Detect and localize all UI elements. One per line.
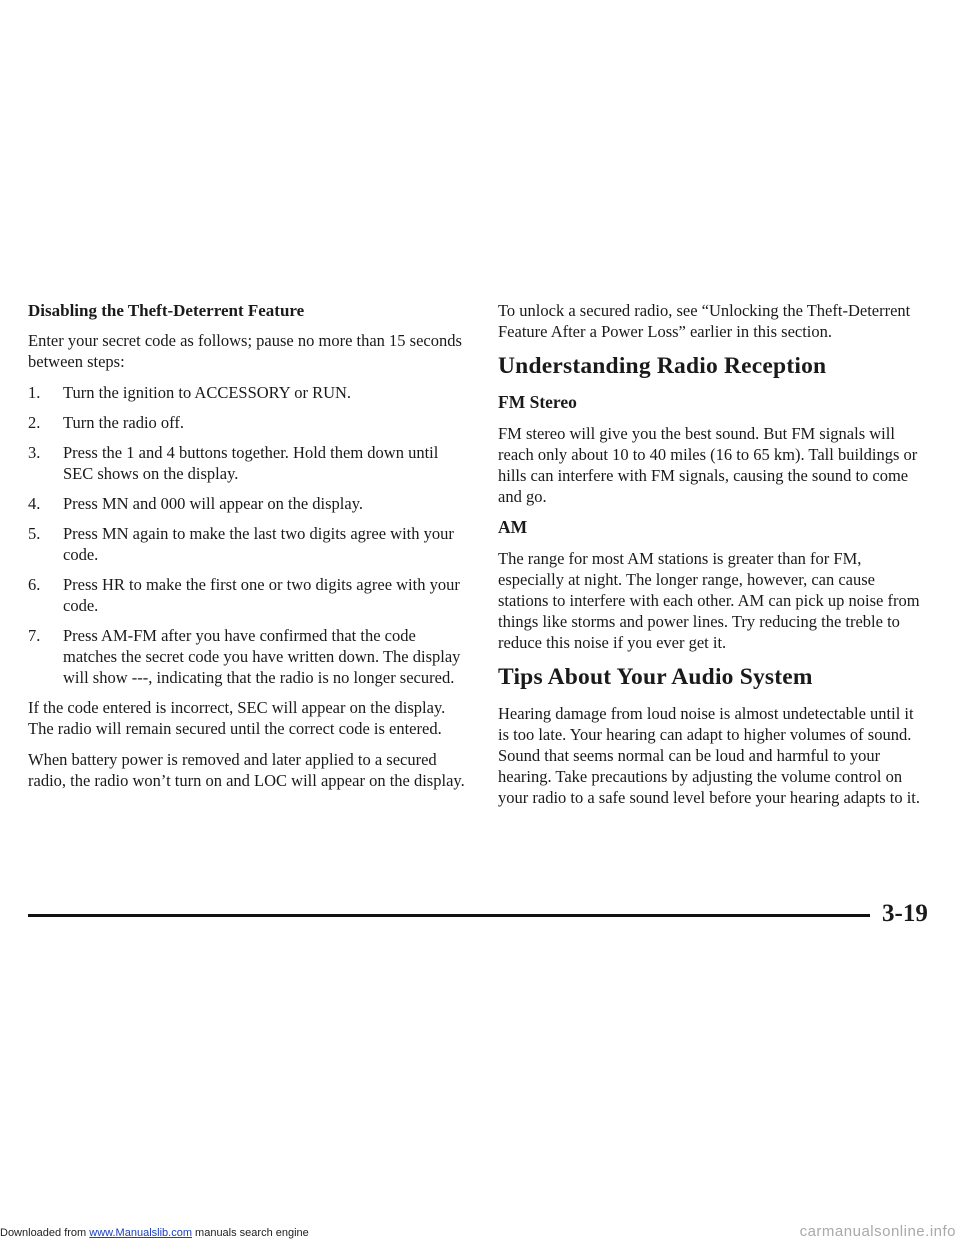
- left-column: [28, 300, 468, 801]
- footer-rule: [28, 914, 870, 917]
- step-number: 4.: [28, 494, 41, 513]
- step-number: 1.: [28, 383, 41, 402]
- tips-paragraph: Hearing damage from loud noise is almost undetectable until it is too late. Your hearing can adapt to higher volumes of sound. Sound that seems normal can be loud and harmful to your hearing. Take precautions by adjusting the volume control on your radio to a safe sound level before your hearing adapts to it.: [498, 704, 920, 807]
- heading-fm-stereo: FM Stereo: [498, 392, 577, 412]
- heading-am: AM: [498, 517, 528, 537]
- manualslib-link[interactable]: www.Manualslib.com: [89, 1227, 192, 1239]
- intro-paragraph: Enter your secret code as follows; pause no more than 15 seconds between steps:: [28, 331, 462, 371]
- step-text: Turn the ignition to ACCESSORY or RUN.: [63, 383, 352, 402]
- list-item: [28, 442, 468, 484]
- heading-radio-reception: Understanding Radio Reception: [498, 353, 827, 379]
- step-text: Press the 1 and 4 buttons together. Hold them down until SEC shows on the display.: [63, 443, 439, 483]
- unlock-paragraph: To unlock a secured radio, see “Unlocking the Theft-Deterrent Feature After a Power Loss” earlier in this section.: [498, 301, 911, 341]
- am-paragraph: The range for most AM stations is greater than for FM, especially at night. The longer range, however, can cause stations to interfere with each other. AM can pick up noise from things like storms and power lines. Try reducing the treble to reduce this noise if you ever get it.: [498, 549, 920, 652]
- step-number: 7.: [28, 626, 41, 645]
- step-number: 6.: [28, 575, 41, 594]
- watermark: carmanualsonline.info: [799, 1223, 956, 1240]
- list-item: [28, 574, 468, 616]
- list-item: [28, 382, 468, 403]
- heading-audio-tips: Tips About Your Audio System: [498, 664, 813, 690]
- fm-paragraph: FM stereo will give you the best sound. But FM signals will reach only about 10 to 40 miles (16 to 65 km). Tall buildings or hills can interfere with FM signals, causing the sound to come and go.: [498, 424, 918, 506]
- step-text: Press MN again to make the last two digits agree with your code.: [63, 524, 454, 564]
- footer-suffix: manuals search engine: [191, 1227, 309, 1239]
- footer-prefix: Downloaded from: [0, 1227, 90, 1239]
- step-text: Turn the radio off.: [63, 413, 184, 432]
- step-text: Press AM-FM after you have confirmed that the code matches the secret code you have written down. The display will show ---, indicating that the radio is no longer secured.: [63, 626, 461, 687]
- list-item: [28, 523, 468, 565]
- list-item: [28, 412, 468, 433]
- step-text: Press HR to make the first one or two digits agree with your code.: [63, 575, 460, 615]
- steps-list: [28, 382, 468, 688]
- page-number: 3-19: [882, 900, 928, 927]
- list-item: [28, 625, 468, 688]
- section-heading-disabling: Disabling the Theft-Deterrent Feature: [28, 301, 305, 320]
- step-text: Press MN and 000 will appear on the display.: [63, 494, 364, 513]
- download-footer: [0, 1227, 309, 1239]
- list-item: [28, 493, 468, 514]
- incorrect-code-paragraph: If the code entered is incorrect, SEC will appear on the display. The radio will remain secured until the correct code is entered.: [28, 698, 446, 738]
- step-number: 2.: [28, 413, 41, 432]
- battery-paragraph: When battery power is removed and later applied to a secured radio, the radio won’t turn on and LOC will appear on the display.: [28, 750, 465, 790]
- step-number: 5.: [28, 524, 41, 543]
- step-number: 3.: [28, 443, 41, 462]
- right-column: [498, 300, 928, 818]
